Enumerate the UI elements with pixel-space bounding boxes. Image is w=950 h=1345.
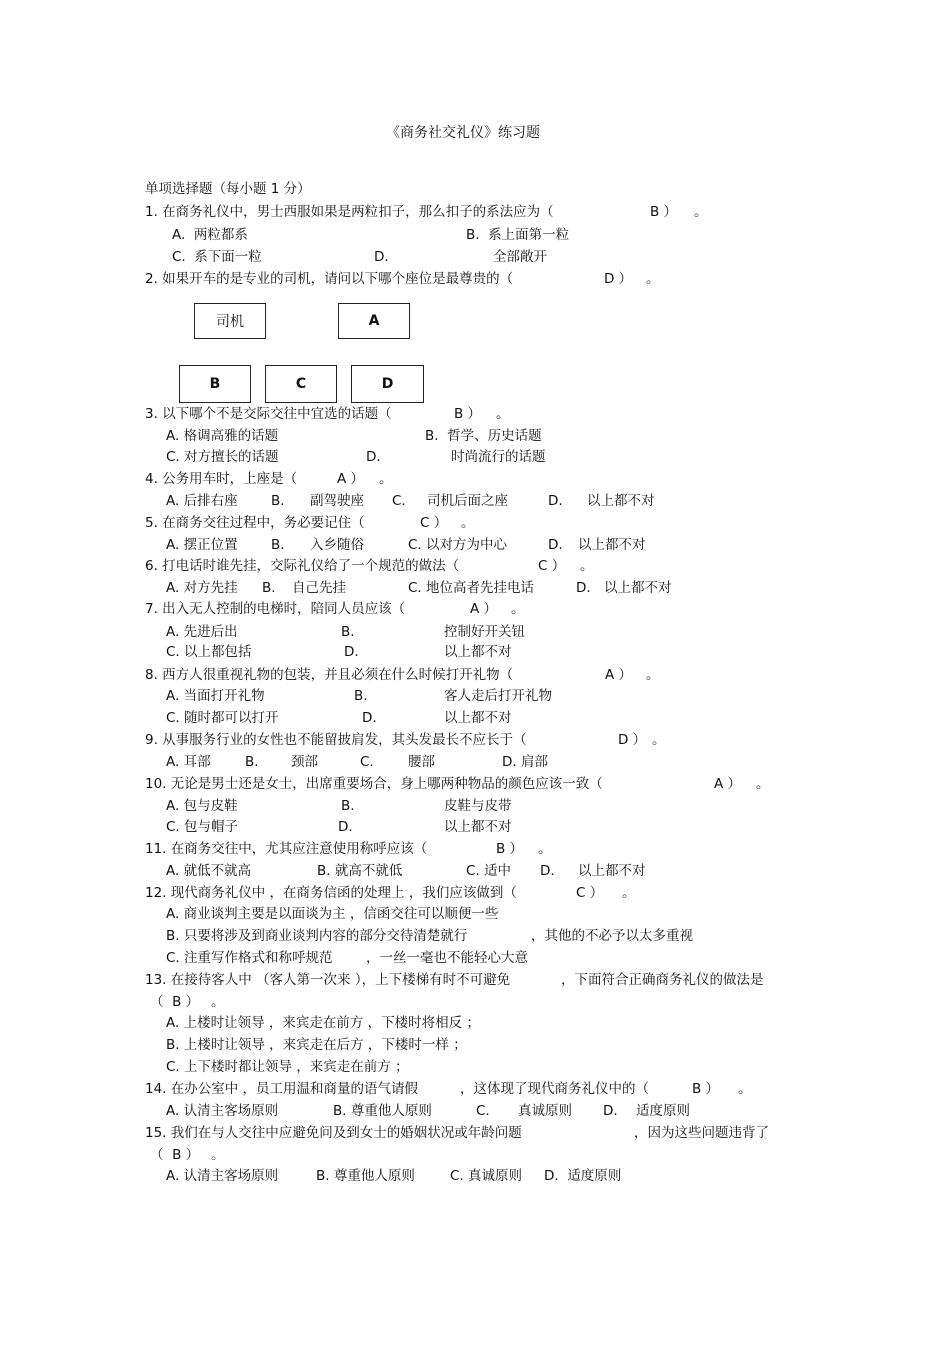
question-end: 。 <box>646 667 660 683</box>
option-c-cont: ，一丝一毫也不能轻心大意 <box>366 950 528 966</box>
option-d-label: D. <box>540 863 555 879</box>
option-b: B. 哲学、历史话题 <box>425 428 542 444</box>
option-c-label: C. <box>392 493 406 509</box>
section-heading: 单项选择题（每小题 1 分） <box>145 181 311 197</box>
option-b: B. 只要将涉及到商业谈判内容的部分交待清楚就行 <box>166 928 468 944</box>
option-d: 以上都不对 <box>444 710 512 726</box>
option-c: 腰部 <box>408 754 435 770</box>
option-b: 自己先挂 <box>292 580 346 596</box>
answer-mark: B ） <box>454 406 482 422</box>
option-b: 颈部 <box>291 754 318 770</box>
option-d-label: D. <box>362 710 377 726</box>
option-c: C. 包与帽子 <box>166 819 239 835</box>
question-end: 。 <box>580 558 594 574</box>
question-stem: 3. 以下哪个不是交际交往中宜选的话题（ <box>145 406 392 422</box>
answer-mark: B ） <box>692 1081 720 1097</box>
option-a: A. 商业谈判主要是以面谈为主 ，信函交往可以顺便一些 <box>166 906 499 922</box>
option-b-label: B. <box>341 624 355 640</box>
answer-mark: A ） <box>714 776 742 792</box>
option-a: A. 先进后出 <box>166 624 238 640</box>
question-end: 。 <box>211 1147 225 1163</box>
question-stem: 15. 我们在与人交往中应避免问及到女士的婚姻状况或年龄问题 <box>145 1125 522 1141</box>
option-c: C. 真诚原则 <box>450 1168 523 1184</box>
question-stem: 9. 从事服务行业的女性也不能留披肩发，其头发最长不应长于（ <box>145 732 527 748</box>
option-d: D. 适度原则 <box>544 1168 622 1184</box>
question-stem: 6. 打电话时谁先挂，交际礼仪给了一个规范的做法（ <box>145 558 460 574</box>
question-end: 。 <box>652 732 666 748</box>
option-d: D. 肩部 <box>502 754 548 770</box>
question-stem: 2. 如果开车的是专业的司机，请问以下哪个座位是最尊贵的（ <box>145 271 514 287</box>
question-stem-cont: ，下面符合正确商务礼仪的做法是 <box>561 972 764 988</box>
option-a: A. 包与皮鞋 <box>166 798 238 814</box>
option-c: C. 以上都包括 <box>166 644 252 660</box>
option-b: 副驾驶座 <box>310 493 364 509</box>
option-d: 以上都不对 <box>578 863 646 879</box>
option-d: 以上都不对 <box>444 819 512 835</box>
option-c: C. 随时都可以打开 <box>166 710 279 726</box>
option-a: A. 就低不就高 <box>166 863 252 879</box>
answer-mark: D ） <box>618 732 647 748</box>
option-b: B. 上楼时让领导 ，来宾走在后方 ，下楼时一样 ； <box>166 1037 467 1053</box>
question-end: 。 <box>756 776 770 792</box>
question-end: 。 <box>496 406 510 422</box>
option-a: A. 两粒都系 <box>172 227 248 243</box>
question-stem-cont: ，因为这些问题违背了 <box>634 1125 769 1141</box>
answer-mark: C ） <box>538 558 566 574</box>
option-b: B. 尊重他人原则 <box>316 1168 415 1184</box>
seat-d: D <box>351 365 424 403</box>
option-c: 司机后面之座 <box>427 493 508 509</box>
option-d: 时尚流行的话题 <box>451 449 546 465</box>
option-d: 以上都不对 <box>604 580 672 596</box>
option-c: C. 地位高者先挂电话 <box>408 580 535 596</box>
question-end: 。 <box>622 885 636 901</box>
option-a: A. 认清主客场原则 <box>166 1168 279 1184</box>
option-b-label: B. <box>341 798 355 814</box>
option-d: 适度原则 <box>636 1103 690 1119</box>
question-end: 。 <box>694 204 708 220</box>
answer-mark: A ） <box>337 471 365 487</box>
answer-mark: A ） <box>605 667 633 683</box>
option-b: B. 尊重他人原则 <box>333 1103 432 1119</box>
option-d-label: D. <box>374 249 389 265</box>
question-end: 。 <box>379 471 393 487</box>
seat-a: A <box>338 303 410 339</box>
option-a: A. 上楼时让领导 ，来宾走在前方 ，下楼时将相反 ； <box>166 1015 480 1031</box>
option-b-label: B. <box>354 688 368 704</box>
question-stem: 13. 在接待客人中 （客人第一次来 ），上下楼梯有时不可避免 <box>145 972 511 988</box>
question-stem: 14. 在办公室中 ，员工用温和商量的语气请假 <box>145 1081 419 1097</box>
answer-mark: （ B ） <box>150 994 200 1010</box>
question-end: 。 <box>461 515 475 531</box>
option-a: A. 当面打开礼物 <box>166 688 265 704</box>
question-stem: 10. 无论是男士还是女士，出席重要场合，身上哪两种物品的颜色应该一致（ <box>145 776 603 792</box>
answer-mark: B ） <box>496 841 524 857</box>
option-d: 以上都不对 <box>587 493 655 509</box>
seat-driver: 司机 <box>194 303 266 339</box>
answer-mark: C ） <box>420 515 448 531</box>
option-b: B. 系上面第一粒 <box>466 227 570 243</box>
option-a: A. 对方先挂 <box>166 580 238 596</box>
seat-c: C <box>265 365 337 403</box>
option-c-label: C. <box>360 754 374 770</box>
option-c: C. 上下楼时都让领导 ，来宾走在前方 ； <box>166 1059 409 1075</box>
option-d-label: D. <box>548 493 563 509</box>
option-a: A. 后排右座 <box>166 493 238 509</box>
option-b-label: B. <box>245 754 259 770</box>
question-stem: 8. 西方人很重视礼物的包装，并且必须在什么时候打开礼物（ <box>145 667 514 683</box>
answer-mark: （ B ） <box>150 1147 200 1163</box>
question-stem-cont: ，这体现了现代商务礼仪中的（ <box>460 1081 649 1097</box>
question-end: 。 <box>511 601 525 617</box>
option-d-label: D. <box>338 819 353 835</box>
option-c: C. 系下面一粒 <box>172 249 262 265</box>
option-a: A. 摆正位置 <box>166 537 238 553</box>
question-stem: 11. 在商务交往中，尤其应注意使用称呼应该（ <box>145 841 428 857</box>
question-stem: 5. 在商务交往过程中，务必要记住（ <box>145 515 365 531</box>
question-end: 。 <box>738 1081 752 1097</box>
option-b-label: B. <box>271 493 285 509</box>
option-d-label: D. <box>366 449 381 465</box>
option-c: 真诚原则 <box>518 1103 572 1119</box>
option-d: 以上都不对 <box>578 537 646 553</box>
option-d-label: D. <box>548 537 563 553</box>
question-stem: 7. 出入无人控制的电梯时，陪同人员应该（ <box>145 601 406 617</box>
option-c: C. 注重写作格式和称呼规范 <box>166 950 333 966</box>
answer-mark: B ） <box>650 204 678 220</box>
option-b-label: B. <box>271 537 285 553</box>
option-c: C. 适中 <box>466 863 512 879</box>
option-d-label: D. <box>576 580 591 596</box>
option-b: 控制好开关钮 <box>444 624 525 640</box>
option-a: A. 耳部 <box>166 754 211 770</box>
option-b-label: B. <box>262 580 276 596</box>
question-end: 。 <box>538 841 552 857</box>
option-a: A. 格调高雅的话题 <box>166 428 279 444</box>
option-d: 以上都不对 <box>444 644 512 660</box>
option-b: 客人走后打开礼物 <box>444 688 552 704</box>
option-b: 入乡随俗 <box>310 537 364 553</box>
seat-b: B <box>179 365 251 403</box>
option-b-cont: ，其他的不必予以太多重视 <box>531 928 693 944</box>
option-d-label: D. <box>603 1103 618 1119</box>
option-d: 全部敞开 <box>493 249 547 265</box>
answer-mark: C ） <box>576 885 604 901</box>
option-c-label: C. <box>476 1103 490 1119</box>
option-b: 皮鞋与皮带 <box>444 798 512 814</box>
answer-mark: D ） <box>604 271 633 287</box>
option-c: C. 以对方为中心 <box>408 537 508 553</box>
question-stem: 4. 公务用车时，上座是（ <box>145 471 298 487</box>
question-stem: 12. 现代商务礼仪中 ，在商务信函的处理上 ，我们应该做到（ <box>145 885 517 901</box>
option-c: C. 对方擅长的话题 <box>166 449 279 465</box>
question-stem: 1. 在商务礼仪中，男士西服如果是两粒扣子，那么扣子的系法应为（ <box>145 204 554 220</box>
option-b: B. 就高不就低 <box>317 863 403 879</box>
question-end: 。 <box>211 994 225 1010</box>
page-title: 《商务社交礼仪》练习题 <box>386 125 540 141</box>
option-d-label: D. <box>344 644 359 660</box>
answer-mark: A ） <box>470 601 498 617</box>
option-a: A. 认清主客场原则 <box>166 1103 279 1119</box>
question-end: 。 <box>646 271 660 287</box>
